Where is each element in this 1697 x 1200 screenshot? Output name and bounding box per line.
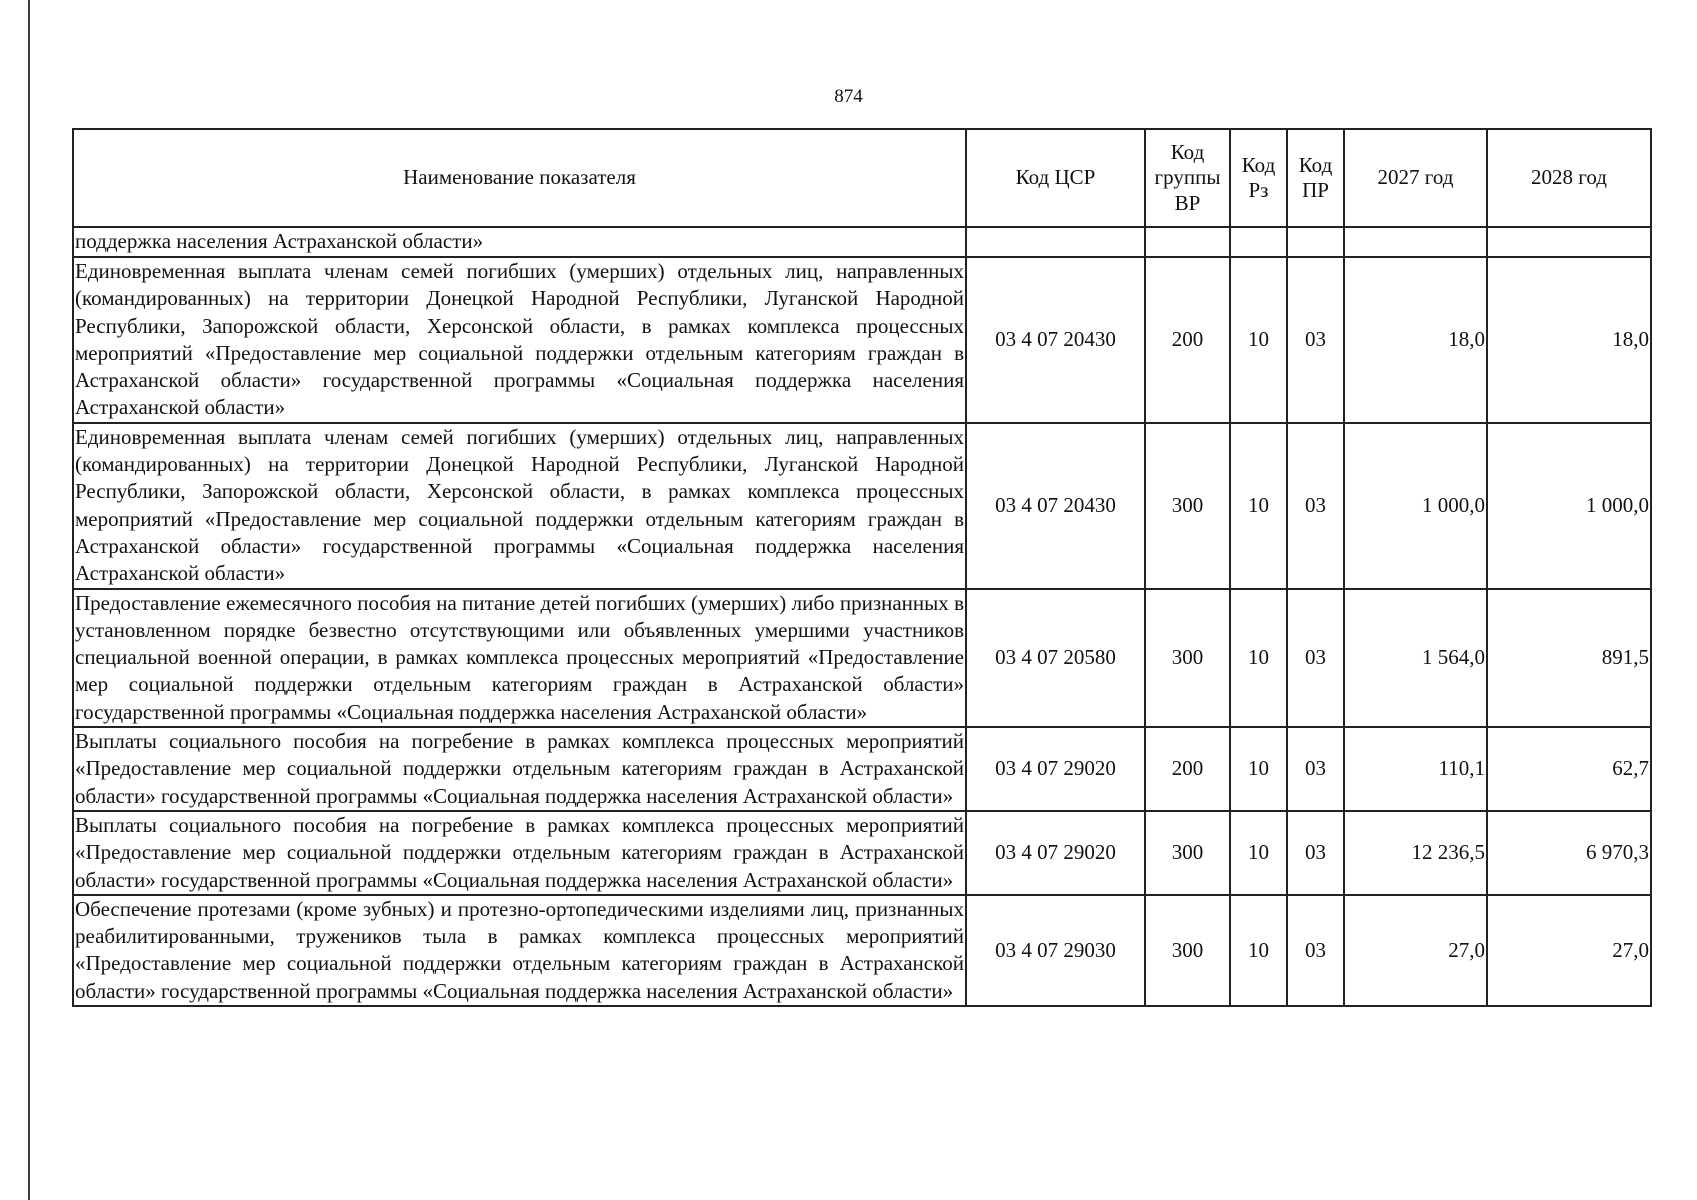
row-name: Единовременная выплата членам семей погибших (умерших) отдельных лиц, направленных (командированных) на территории Донецкой Народной Республики, Луганской Народной Республики, Запорожской области, Херсонской области, в рамках комплекса процессных мероприятий «Предоставление мер социальной поддержки отдельным категориям граждан в Астраханской области» государственной программы «Социальная поддержка населения Астраханской области» xyxy=(73,257,966,423)
empty-cell xyxy=(1487,227,1651,257)
row-csr: 03 4 07 29020 xyxy=(966,811,1145,895)
header-vr: Код группы ВР xyxy=(1145,129,1230,227)
row-csr: 03 4 07 20430 xyxy=(966,423,1145,589)
table-row xyxy=(73,257,1651,423)
row-vr: 300 xyxy=(1145,811,1230,895)
page-number: 874 xyxy=(834,86,863,107)
header-2027: 2027 год xyxy=(1344,129,1487,227)
header-2028: 2028 год xyxy=(1487,129,1651,227)
table-header-row xyxy=(73,129,1651,227)
table-row xyxy=(73,727,1651,811)
row-csr: 03 4 07 20580 xyxy=(966,589,1145,727)
table-row xyxy=(73,895,1651,1006)
row-name: Единовременная выплата членам семей погибших (умерших) отдельных лиц, направленных (командированных) на территории Донецкой Народной Республики, Луганской Народной Республики, Запорожской области, Херсонской области, в рамках комплекса процессных мероприятий «Предоставление мер социальной поддержки отдельным категориям граждан в Астраханской области» государственной программы «Социальная поддержка населения Астраханской области» xyxy=(73,423,966,589)
row-2028: 6 970,3 xyxy=(1487,811,1651,895)
empty-cell xyxy=(1287,227,1344,257)
empty-cell xyxy=(1344,227,1487,257)
row-pr: 03 xyxy=(1287,811,1344,895)
empty-cell xyxy=(966,227,1145,257)
row-pr: 03 xyxy=(1287,895,1344,1006)
row-pr: 03 xyxy=(1287,589,1344,727)
row-2027: 1 000,0 xyxy=(1344,423,1487,589)
row-2028: 1 000,0 xyxy=(1487,423,1651,589)
row-2028: 62,7 xyxy=(1487,727,1651,811)
row-csr: 03 4 07 29030 xyxy=(966,895,1145,1006)
row-rz: 10 xyxy=(1230,811,1287,895)
table-row xyxy=(73,589,1651,727)
header-name: Наименование показателя xyxy=(73,129,966,227)
row-rz: 10 xyxy=(1230,727,1287,811)
row-rz: 10 xyxy=(1230,895,1287,1006)
table-row xyxy=(73,423,1651,589)
row-pr: 03 xyxy=(1287,423,1344,589)
row-name: Предоставление ежемесячного пособия на питание детей погибших (умерших) либо признанных в установленном порядке безвестно отсутствующими или объявленных умершими участников специальной военной операции, в рамках комплекса процессных мероприятий «Предоставление мер социальной поддержки отдельным категориям граждан в Астраханской области» государственной программы «Социальная поддержка населения Астраханской области» xyxy=(73,589,966,727)
row-vr: 300 xyxy=(1145,423,1230,589)
row-pr: 03 xyxy=(1287,727,1344,811)
row-2027: 110,1 xyxy=(1344,727,1487,811)
row-vr: 300 xyxy=(1145,895,1230,1006)
row-csr: 03 4 07 20430 xyxy=(966,257,1145,423)
row-2028: 891,5 xyxy=(1487,589,1651,727)
row-vr: 200 xyxy=(1145,257,1230,423)
row-2028: 27,0 xyxy=(1487,895,1651,1006)
header-csr: Код ЦСР xyxy=(966,129,1145,227)
row-2027: 18,0 xyxy=(1344,257,1487,423)
row-2027: 1 564,0 xyxy=(1344,589,1487,727)
row-rz: 10 xyxy=(1230,589,1287,727)
table-row xyxy=(73,811,1651,895)
left-margin-line xyxy=(28,0,30,1200)
row-csr: 03 4 07 29020 xyxy=(966,727,1145,811)
empty-cell xyxy=(1230,227,1287,257)
row-2028: 18,0 xyxy=(1487,257,1651,423)
row-pr: 03 xyxy=(1287,257,1344,423)
row-name: Выплаты социального пособия на погребение в рамках комплекса процессных мероприятий «Предоставление мер социальной поддержки отдельным категориям граждан в Астраханской области» государственной программы «Социальная поддержка населения Астраханской области» xyxy=(73,811,966,895)
table-row-continuation xyxy=(73,227,1651,257)
row-2027: 27,0 xyxy=(1344,895,1487,1006)
row-rz: 10 xyxy=(1230,423,1287,589)
row-name: Выплаты социального пособия на погребение в рамках комплекса процессных мероприятий «Предоставление мер социальной поддержки отдельным категориям граждан в Астраханской области» государственной программы «Социальная поддержка населения Астраханской области» xyxy=(73,727,966,811)
row-2027: 12 236,5 xyxy=(1344,811,1487,895)
row-vr: 300 xyxy=(1145,589,1230,727)
row-rz: 10 xyxy=(1230,257,1287,423)
row-name: Обеспечение протезами (кроме зубных) и протезно-ортопедическими изделиями лиц, признанных реабилитированными, тружеников тыла в рамках комплекса процессных мероприятий «Предоставление мер социальной поддержки отдельным категориям граждан в Астраханской области» государственной программы «Социальная поддержка населения Астраханской области» xyxy=(73,895,966,1006)
continuation-text: поддержка населения Астраханской области» xyxy=(73,227,966,257)
budget-table xyxy=(72,128,1652,1007)
empty-cell xyxy=(1145,227,1230,257)
header-rz: Код Рз xyxy=(1230,129,1287,227)
row-vr: 200 xyxy=(1145,727,1230,811)
header-pr: Код ПР xyxy=(1287,129,1344,227)
